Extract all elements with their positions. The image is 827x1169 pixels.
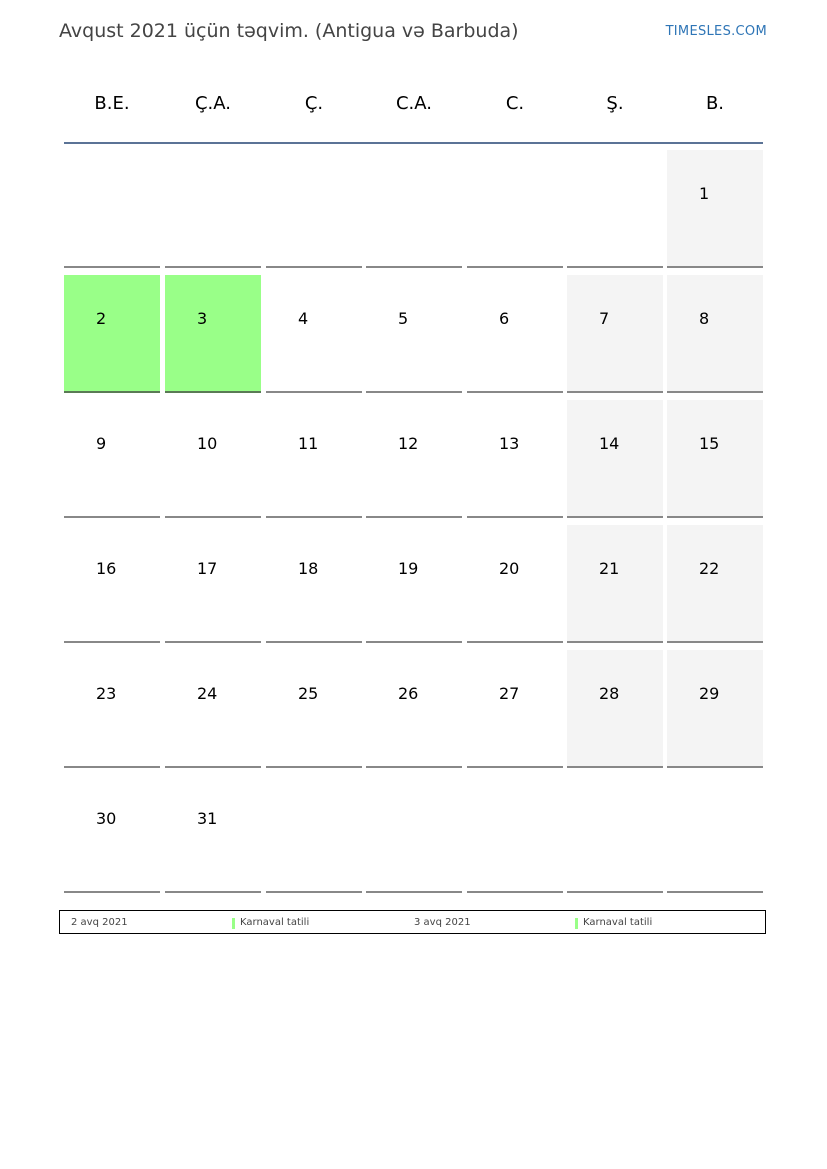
calendar-day-cell[interactable] — [165, 275, 261, 393]
holiday-color-swatch — [232, 918, 235, 929]
day-number: 12 — [398, 434, 419, 453]
day-number: 25 — [298, 684, 319, 703]
day-number: 19 — [398, 559, 419, 578]
calendar-day-cell[interactable] — [366, 525, 462, 643]
calendar-cell-empty — [366, 150, 462, 268]
calendar-day-cell[interactable] — [467, 400, 563, 518]
calendar-day-cell[interactable] — [64, 275, 160, 393]
day-number: 28 — [599, 684, 620, 703]
calendar-day-cell[interactable] — [567, 400, 663, 518]
weekday-label: C.A. — [395, 93, 432, 114]
day-number: 22 — [699, 559, 720, 578]
calendar-cell-empty — [567, 775, 663, 893]
calendar-day-cell[interactable] — [266, 400, 362, 518]
calendar-cell-empty — [567, 150, 663, 268]
day-number: 7 — [599, 309, 610, 328]
calendar-cell-empty — [667, 775, 763, 893]
day-number: 14 — [599, 434, 620, 453]
legend-holiday-name — [232, 917, 309, 928]
weekday-label: B.E. — [94, 93, 130, 114]
calendar-day-cell[interactable] — [266, 275, 362, 393]
calendar-day-cell[interactable] — [366, 650, 462, 768]
day-number: 26 — [398, 684, 419, 703]
weekday-label: B. — [705, 93, 725, 114]
weekday-label: Ç. — [304, 93, 324, 114]
calendar-day-cell[interactable] — [266, 650, 362, 768]
day-number: 3 — [197, 309, 208, 328]
day-number: 31 — [197, 809, 218, 828]
calendar-day-cell[interactable] — [266, 525, 362, 643]
day-number: 21 — [599, 559, 620, 578]
day-number: 5 — [398, 309, 409, 328]
day-number: 4 — [298, 309, 309, 328]
calendar-day-cell[interactable] — [567, 650, 663, 768]
day-number: 8 — [699, 309, 710, 328]
calendar-day-cell[interactable] — [567, 275, 663, 393]
calendar-cell-empty — [467, 775, 563, 893]
calendar-cell-empty — [266, 775, 362, 893]
calendar-day-cell[interactable] — [667, 650, 763, 768]
calendar-cell-empty — [64, 150, 160, 268]
holiday-color-swatch — [575, 918, 578, 929]
day-number: 13 — [499, 434, 520, 453]
calendar-day-cell[interactable] — [366, 275, 462, 393]
calendar-day-cell[interactable] — [64, 775, 160, 893]
calendar-day-cell[interactable] — [467, 650, 563, 768]
calendar-day-cell[interactable] — [467, 525, 563, 643]
calendar-day-cell[interactable] — [366, 400, 462, 518]
calendar-cell-empty — [366, 775, 462, 893]
day-number: 9 — [96, 434, 107, 453]
day-number: 18 — [298, 559, 319, 578]
calendar-day-cell[interactable] — [667, 275, 763, 393]
day-number: 11 — [298, 434, 319, 453]
day-number: 20 — [499, 559, 520, 578]
day-number: 16 — [96, 559, 117, 578]
calendar-day-cell[interactable] — [667, 525, 763, 643]
day-number: 15 — [699, 434, 720, 453]
day-number: 6 — [499, 309, 510, 328]
weekday-label: Ş. — [606, 93, 624, 114]
calendar-day-cell[interactable] — [64, 650, 160, 768]
calendar-day-cell[interactable] — [165, 650, 261, 768]
legend-date: 3 avq 2021 — [414, 917, 471, 928]
calendar-day-cell[interactable] — [165, 400, 261, 518]
day-number: 23 — [96, 684, 117, 703]
weekday-label: Ç.A. — [194, 93, 231, 114]
header-divider — [64, 142, 763, 144]
day-number: 17 — [197, 559, 218, 578]
legend-date: 2 avq 2021 — [71, 917, 128, 928]
weekday-header-row — [62, 80, 765, 128]
day-number: 24 — [197, 684, 218, 703]
holiday-legend — [59, 910, 766, 934]
day-number: 2 — [96, 309, 107, 328]
calendar-day-cell[interactable] — [567, 525, 663, 643]
day-number: 1 — [699, 184, 710, 203]
calendar-day-cell[interactable] — [667, 400, 763, 518]
legend-holiday-label: Karnaval tatili — [240, 917, 310, 928]
calendar-cell-empty — [266, 150, 362, 268]
legend-holiday-label: Karnaval tatili — [583, 917, 653, 928]
calendar-day-cell[interactable] — [667, 150, 763, 268]
calendar-cell-empty — [165, 150, 261, 268]
legend-holiday-name — [575, 917, 652, 928]
calendar-day-cell[interactable] — [165, 525, 261, 643]
weekday-label: C. — [505, 93, 525, 114]
calendar-day-cell[interactable] — [64, 400, 160, 518]
brand-link[interactable]: TIMESLES.COM — [665, 24, 767, 39]
calendar-day-cell[interactable] — [64, 525, 160, 643]
day-number: 30 — [96, 809, 117, 828]
day-number: 29 — [699, 684, 720, 703]
day-number: 10 — [197, 434, 218, 453]
calendar-day-cell[interactable] — [467, 275, 563, 393]
calendar-day-cell[interactable] — [165, 775, 261, 893]
day-number: 27 — [499, 684, 520, 703]
page-title: Avqust 2021 üçün təqvim. (Antigua və Barbuda) — [59, 20, 519, 42]
calendar-cell-empty — [467, 150, 563, 268]
